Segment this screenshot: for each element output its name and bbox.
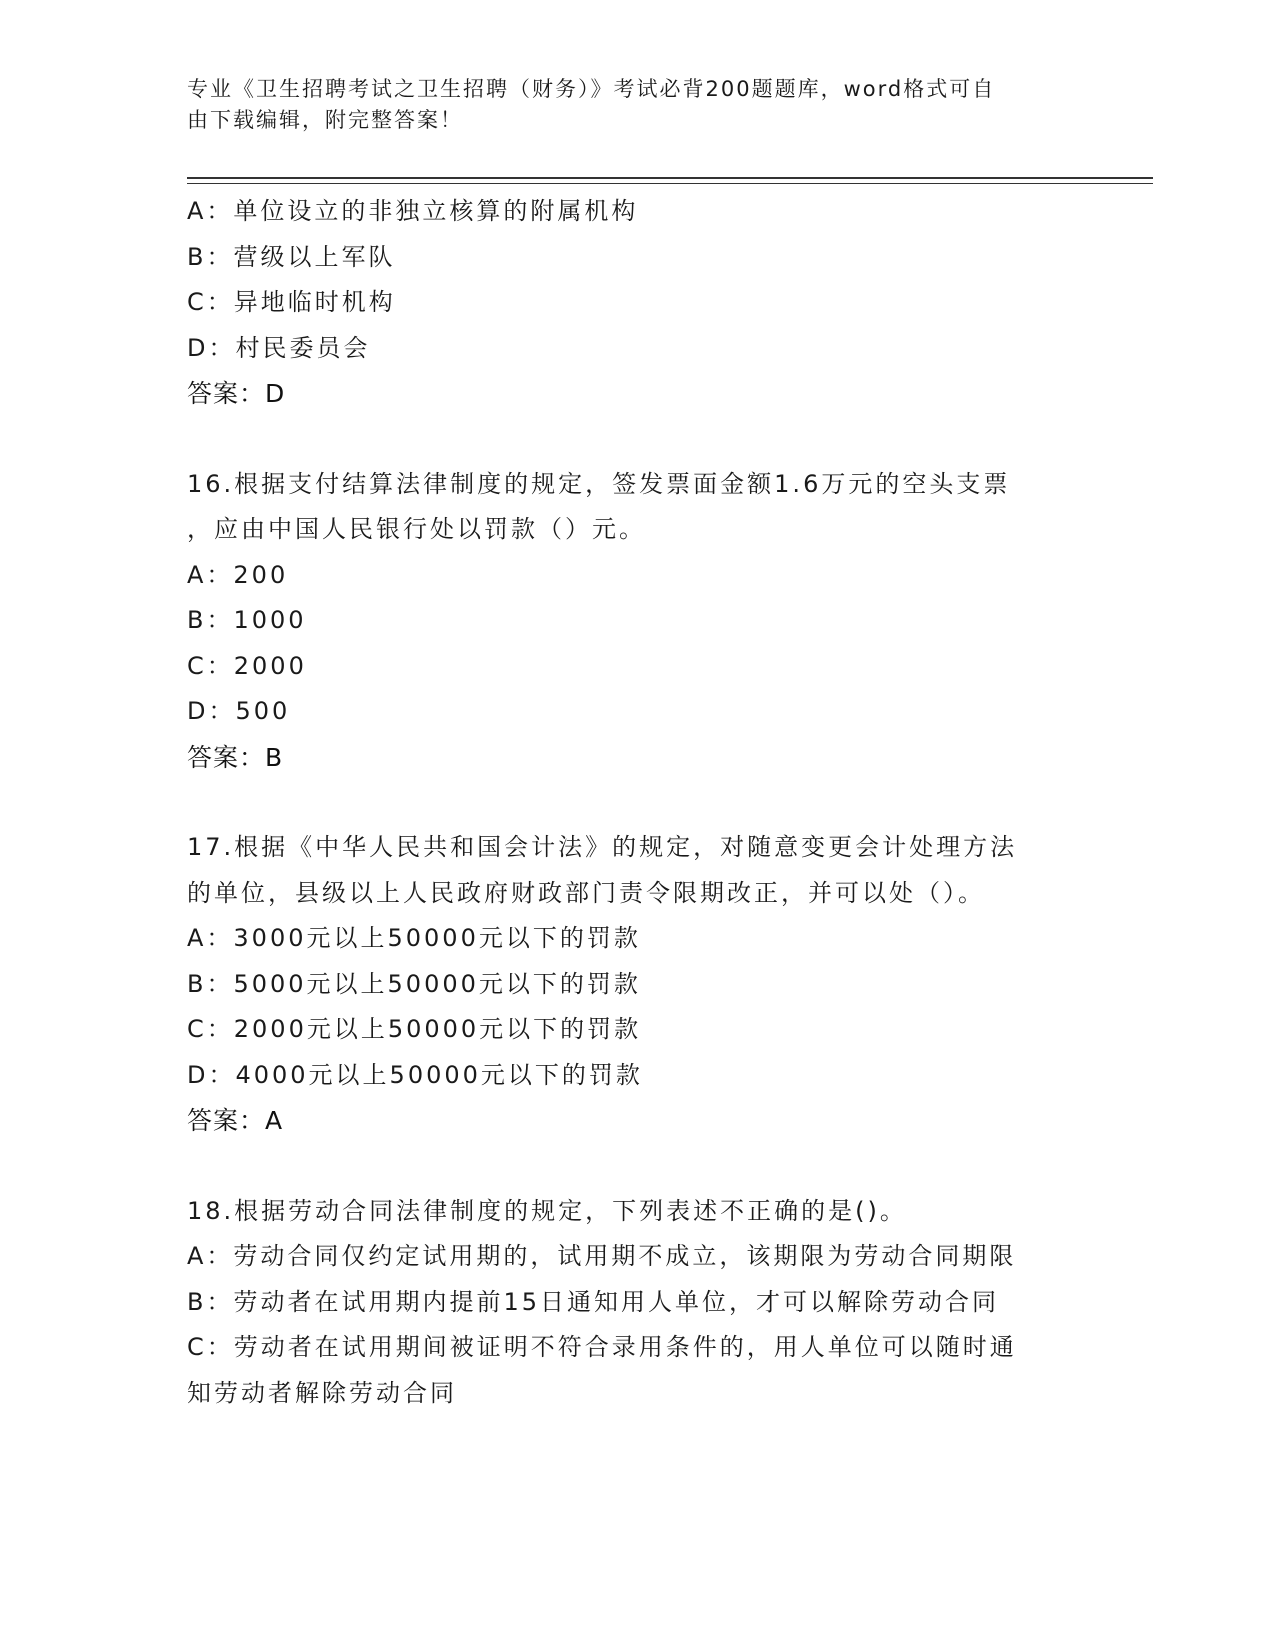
- document-header: [187, 74, 1087, 136]
- option-a: A：3000元以上50000元以下的罚款: [187, 924, 641, 952]
- header-divider-thick: [187, 177, 1153, 179]
- option-c: C：2000元以上50000元以下的罚款: [187, 1015, 642, 1043]
- header-line-1: 专业《卫生招聘考试之卫生招聘（财务）》考试必背200题题库，word格式可自: [187, 77, 996, 101]
- option-c-cont: 知劳动者解除劳动合同: [187, 1378, 457, 1407]
- answer-line: 答案：A: [187, 1106, 284, 1135]
- option-d: D：村民委员会: [187, 333, 371, 362]
- question-17: [187, 825, 1087, 1144]
- spacer: [187, 1144, 1087, 1189]
- option-b: B：营级以上军队: [187, 242, 396, 271]
- question-16: [187, 462, 1087, 781]
- question-stem-cont: ，应由中国人民银行处以罚款（）元。: [187, 515, 646, 543]
- header-line-2: 由下载编辑，附完整答案！: [187, 108, 463, 132]
- answer-line: 答案：D: [187, 379, 286, 408]
- option-a: A：劳动合同仅约定试用期的，试用期不成立，该期限为劳动合同期限: [187, 1242, 1017, 1270]
- option-a: A：单位设立的非独立核算的附属机构: [187, 197, 639, 225]
- question-15: [187, 189, 1087, 417]
- question-list: [187, 189, 1087, 1416]
- question-stem: 18.根据劳动合同法律制度的规定，下列表述不正确的是()。: [187, 1196, 907, 1225]
- option-b: B：1000: [187, 606, 307, 634]
- question-stem: 17.根据《中华人民共和国会计法》的规定，对随意变更会计处理方法: [187, 833, 1018, 861]
- question-stem: 16.根据支付结算法律制度的规定，签发票面金额1.6万元的空头支票: [187, 469, 1011, 498]
- option-b: B：劳动者在试用期内提前15日通知用人单位，才可以解除劳动合同: [187, 1287, 1000, 1316]
- option-d: D：500: [187, 697, 291, 725]
- spacer: [187, 780, 1087, 825]
- option-d: D：4000元以上50000元以下的罚款: [187, 1060, 643, 1089]
- answer-line: 答案：B: [187, 742, 284, 772]
- option-c: C：异地临时机构: [187, 288, 396, 316]
- option-c: C：劳动者在试用期间被证明不符合录用条件的，用人单位可以随时通: [187, 1333, 1017, 1361]
- option-b: B：5000元以上50000元以下的罚款: [187, 969, 641, 998]
- question-18: [187, 1189, 1087, 1417]
- option-c: C：2000: [187, 651, 307, 680]
- question-stem-cont: 的单位，县级以上人民政府财政部门责令限期改正，并可以处（）。: [187, 878, 985, 907]
- header-divider-thin: [187, 183, 1153, 184]
- spacer: [187, 417, 1087, 462]
- option-a: A：200: [187, 560, 289, 589]
